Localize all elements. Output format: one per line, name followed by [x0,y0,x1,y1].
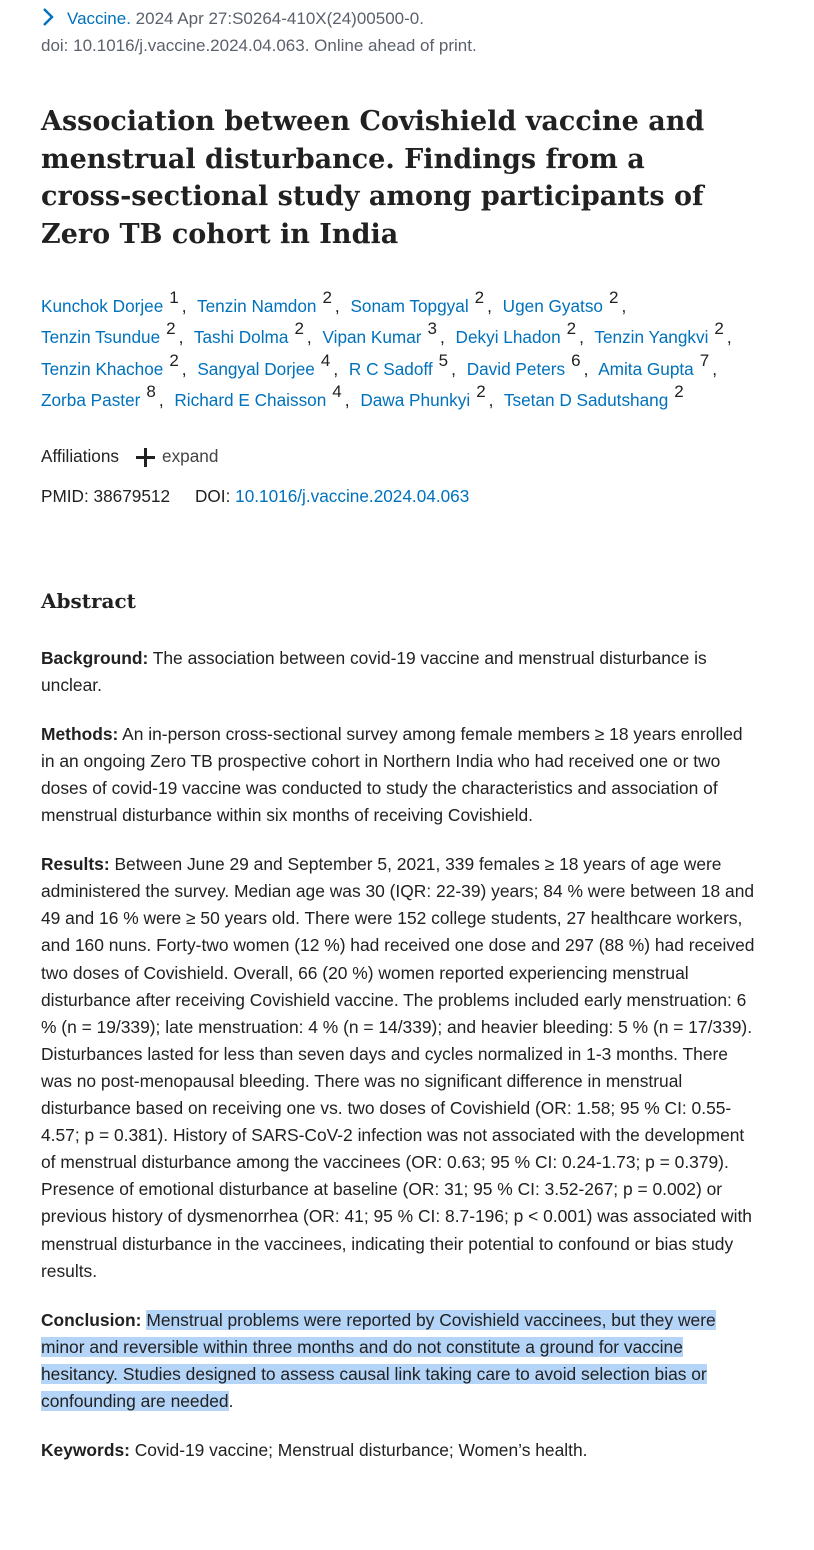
results-label: Results: [41,854,110,875]
author-item [41,350,193,379]
doi-link[interactable]: 10.1016/j.vaccine.2024.04.063 [235,485,470,506]
citation-header [41,0,756,59]
author-link[interactable]: Vipan Kumar [322,327,422,348]
author-link[interactable]: Sonam Topgyal [350,296,469,316]
author-link[interactable]: Tenzin Khachoe [41,358,164,379]
affiliation-number[interactable]: 2 [166,319,176,339]
methods-text: An in-person cross-sectional survey among female members ≥ 18 years enrolled in an ongoing Zero TB prospective cohort in Northern India who had received one or two doses of covid-19 vaccine was conducted to study the characteristics and association of menstrual disturbance within six months of receiving Covishield. [41,723,743,826]
results-text: Between June 29 and September 5, 2021, 339 females ≥ 18 years of age were administered the survey. Median age was 30 (IQR: 22-39) years; 84 % were between 18 and 49 and 16 % were ≥ 50 years old. There were 152 college students, 27 healthcare workers, and 160 nuns. Forty-two women (12 %) had received one dose and 297 (88 %) had received two doses of Covishield. Overall, 66 (20 %) women reported experiencing menstrual disturbance after receiving Covishield vaccine. The problems included early menstruation: 6 % (n = 19/339); late menstruation: 4 % (n = 14/339); and heavier bleeding: 5 % (n = 17/339). Disturbances lasted for less than seven days and cycles normalized in 1-3 months. There was no post-menopausal bleeding. There was no significant difference in menstrual disturbance based on receiving one vs. two doses of Covishield (OR: 1.58; 95 % CI: 0.55-4.57; p = 0.381). History of SARS-CoV-2 infection was not associated with the development of menstrual disturbance among the vaccinees (OR: 0.63; 95 % CI: 0.24-1.73; p = 0.379). Presence of emotional disturbance at baseline (OR: 31; 95 % CI: 3.52-267; p = 0.002) or previous history of dysmenorrhea (OR: 41; 95 % CI: 8.7-196; p < 0.001) was associated with menstrual disturbance in the vaccinees, indicating their potential to confound or bias study results. [41,854,755,1281]
author-separator: , [451,358,456,379]
author-separator: , [712,358,717,379]
author-item [322,319,450,348]
author-item [41,288,193,316]
author-separator: , [181,296,187,316]
author-link[interactable]: Dawa Phunkyi [360,390,471,411]
plus-icon[interactable] [135,447,155,467]
affiliation-number[interactable]: 8 [146,382,156,402]
author-link[interactable]: Zorba Paster [41,390,141,411]
author-item [350,288,497,316]
affiliation-number[interactable]: 3 [427,319,437,339]
author-item [594,319,737,348]
citation-line [41,5,756,32]
author-link[interactable]: Dekyi Lhadon [455,327,561,348]
abstract-keywords [41,1437,759,1464]
affiliation-number[interactable]: 2 [476,382,486,402]
background-label: Background: [41,647,149,668]
methods-label: Methods: [41,723,119,744]
author-separator: , [334,296,340,316]
journal-link[interactable]: Vaccine. [67,9,131,28]
author-separator: , [621,296,627,316]
author-link[interactable]: Sangyal Dorjee [197,358,315,379]
affiliation-number[interactable]: 2 [474,288,485,307]
keywords-label: Keywords: [41,1440,130,1461]
author-separator: , [583,358,589,379]
affiliation-number[interactable]: 2 [609,288,619,307]
author-link[interactable]: Kunchok Dorjee [41,296,164,316]
author-separator: , [333,358,339,379]
author-separator: , [306,327,312,348]
abstract-conclusion [41,1307,759,1415]
pmid-value: 38679512 [93,485,171,506]
author-item [502,288,633,316]
article-title: Association between Covishield vaccine and menstrual disturbance. Findings from a cross-sectional study among participants of Zero TB cohort in India [41,106,705,250]
author-separator: , [579,327,584,348]
expand-affiliations-button[interactable]: expand [162,446,219,467]
background-text: The association between covid-19 vaccine and menstrual disturbance is unclear. [41,647,707,695]
author-separator: , [178,327,184,348]
affiliation-number[interactable]: 7 [699,350,710,370]
author-item [174,382,355,411]
author-item [503,382,693,411]
author-list [41,289,761,415]
author-link[interactable]: David Peters [466,358,566,379]
bottom-fade [0,1514,814,1550]
author-item [466,350,595,379]
affiliation-number[interactable]: 1 [169,288,179,307]
affiliation-number[interactable]: 2 [714,319,724,339]
author-item [197,350,344,379]
citation-details: 2024 Apr 27:S0264-410X(24)00500-0. [130,9,424,28]
affiliation-number[interactable]: 2 [674,382,684,402]
abstract-heading: Abstract [41,588,136,613]
affiliations-row [41,444,756,470]
author-link[interactable]: Ugen Gyatso [502,296,603,316]
affiliation-number[interactable]: 4 [332,382,342,402]
author-item [197,288,346,316]
affiliation-number[interactable]: 2 [294,319,304,339]
abstract-results [41,851,759,1285]
author-item [360,382,499,411]
doi-label: DOI: [195,485,231,506]
author-item [41,319,189,348]
abstract-background [41,645,721,699]
chevron-right-icon[interactable] [39,8,59,26]
author-separator: , [726,327,732,348]
author-separator: , [344,390,350,411]
keywords-text: Covid-19 vaccine; Menstrual disturbance; Women’s health. [129,1440,588,1461]
author-separator: , [487,296,492,316]
affiliation-number[interactable]: 4 [320,350,331,370]
pmid-label: PMID: [41,485,89,506]
affiliation-number[interactable]: 2 [169,350,179,370]
affiliation-number[interactable]: 2 [566,319,577,339]
identifiers-row [41,486,756,514]
author-separator: , [181,358,187,379]
author-item [598,350,723,379]
author-link[interactable]: R C Sadoff [348,358,433,379]
author-link[interactable]: Richard E Chaisson [174,390,327,411]
author-link[interactable]: Tashi Dolma [193,327,289,348]
author-link[interactable]: Tenzin Yangkvi [594,327,709,348]
author-separator: , [158,390,164,411]
author-link[interactable]: Tenzin Tsundue [41,327,161,348]
affiliation-number[interactable]: 2 [322,288,332,307]
abstract-methods [41,721,756,829]
author-link[interactable]: Tenzin Namdon [197,296,317,316]
author-item [193,319,318,348]
author-separator: , [439,327,445,348]
affiliation-number[interactable]: 5 [438,350,449,370]
author-link[interactable]: Amita Gupta [598,358,694,379]
conclusion-text-highlighted[interactable]: Menstrual problems were reported by Covishield vaccinees, but they were minor and reversible within three months and do not constitute a ground for vaccine hesitancy. Studies designed to assess causal link taking care to avoid selection bias or confounding are needed [41,1309,716,1411]
author-item [348,350,462,379]
affiliations-label: Affiliations [41,446,120,467]
citation-doi-line: doi: 10.1016/j.vaccine.2024.04.063. Online ahead of print. [41,36,477,55]
author-item [41,382,170,411]
author-item [455,319,590,348]
conclusion-end: . [228,1390,234,1411]
author-separator: , [488,390,494,411]
affiliation-number[interactable]: 6 [571,350,581,370]
conclusion-label: Conclusion: [41,1309,142,1330]
author-link[interactable]: Tsetan D Sadutshang [503,390,669,411]
